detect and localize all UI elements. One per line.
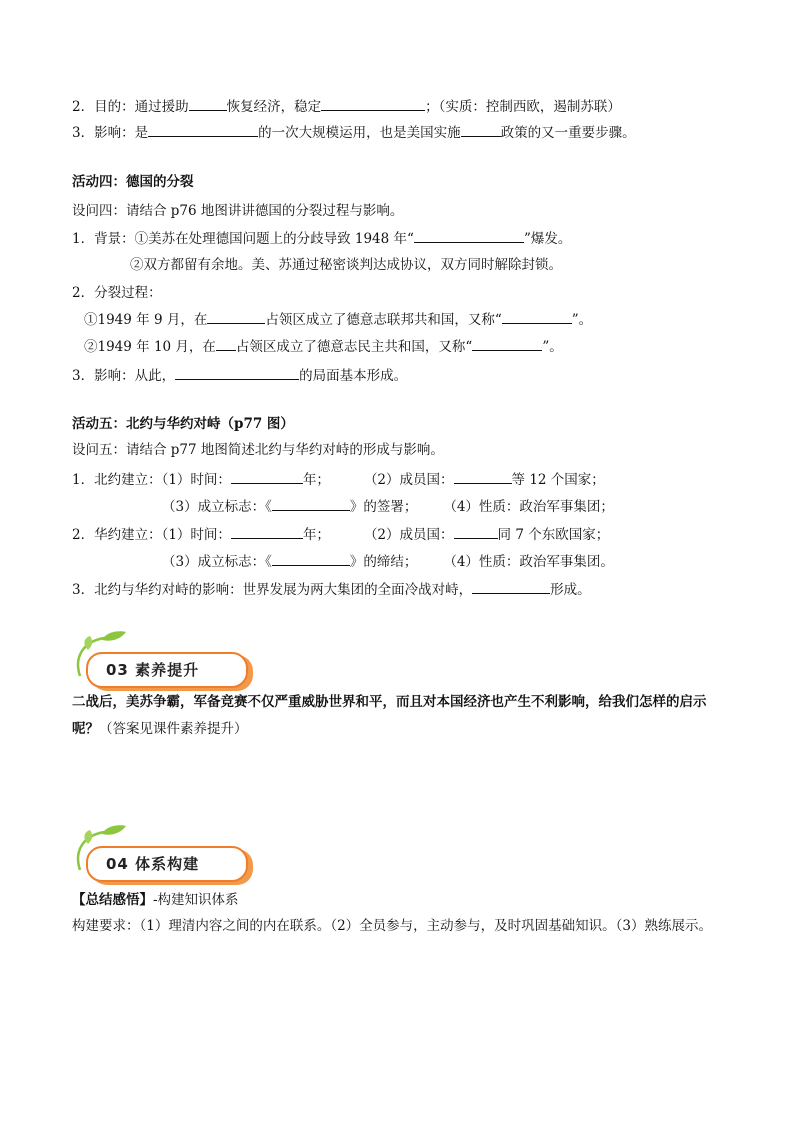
w1-suffix: 同 7 个东欧国家； [497, 527, 610, 543]
w1-prefix: 2．华约建立：（1）时间： [72, 527, 231, 543]
s2-mid: 占领区成立了德意志民主共和国，又称“ [235, 339, 473, 355]
activity5-title: 活动五：北约与华约对峙（p77 图） [72, 416, 294, 432]
nato-line-2 [162, 496, 614, 517]
blank-aid[interactable] [189, 96, 227, 111]
warsaw-line-2 [162, 551, 614, 572]
impact-line [72, 122, 636, 143]
section-03-question: 二战后，美苏争霸，军备竞赛不仅严重威胁世界和平，而且对本国经济也产生不利影响，给我们怎样的启示呢？ [72, 694, 707, 737]
background-line-1 [72, 228, 571, 249]
w2-prefix: （3）成立标志：《 [162, 554, 272, 570]
s1-mid: 占领区成立了德意志联邦共和国，又称“ [265, 312, 502, 328]
blank-pattern[interactable] [472, 579, 550, 594]
section-03-badge [72, 628, 262, 690]
blank-split-situation[interactable] [175, 365, 299, 380]
w2-nature: （4）性质：政治军事集团。 [443, 554, 614, 570]
n1-members-label: （2）成员国： [363, 472, 454, 488]
blank-stabilize[interactable] [321, 96, 425, 111]
summary-rest: -构建知识体系 [153, 892, 239, 908]
section-03-body [72, 689, 728, 743]
blank-warsaw-members[interactable] [454, 524, 498, 539]
s3-suffix: 的局面基本形成。 [299, 368, 408, 384]
summary-line [72, 890, 239, 910]
inf-prefix: 3．北约与华约对峙的影响：世界发展为两大集团的全面冷战对峙， [72, 582, 473, 598]
nato-line-1 [72, 469, 605, 490]
activity4-title: 活动四：德国的分裂 [72, 174, 194, 190]
n2-nature: （4）性质：政治军事集团； [443, 499, 614, 515]
section-04-label: 04 体系构建 [106, 855, 200, 873]
build-requirements: 构建要求：（1）理清内容之间的内在联系。（2）全员参与，主动参与，及时巩固基础知识。（3）熟练展示。 [72, 918, 713, 934]
purpose-line [72, 96, 621, 117]
summary-bold: 【总结感悟】 [72, 892, 153, 908]
n1-suffix: 等 12 个国家； [511, 472, 605, 488]
section-03-note: （答案见课件素养提升） [99, 721, 248, 737]
section-04-badge [72, 822, 262, 884]
s2-prefix: ②1949 年 10 月，在 [84, 339, 216, 355]
purpose-suffix: ；（实质：控制西欧，遏制苏联） [425, 99, 621, 115]
split-step-2 [84, 336, 563, 357]
w1-year-suffix: 年； [302, 527, 330, 543]
confrontation-impact [72, 579, 591, 600]
warsaw-line-1 [72, 524, 609, 545]
inf-suffix: 形成。 [550, 582, 591, 598]
split-impact [72, 365, 407, 386]
w2-suffix: 》的缔结； [349, 554, 418, 570]
impact-suffix: 政策的又一重要步骤。 [500, 125, 636, 141]
n1-prefix: 1．北约建立：（1）时间： [72, 472, 231, 488]
split-title: 2．分裂过程： [72, 285, 162, 301]
question4: 设问四：请结合 p76 地图讲讲德国的分裂过程与影响。 [72, 203, 404, 219]
blank-warsaw-year[interactable] [231, 524, 303, 539]
w1-members-label: （2）成员国： [363, 527, 454, 543]
n2-suffix: 》的签署； [349, 499, 418, 515]
n1-year-suffix: 年； [302, 472, 330, 488]
s1-suffix: ”。 [571, 312, 593, 328]
section-04-pill [86, 846, 248, 882]
s1-prefix: ①1949 年 9 月，在 [84, 312, 208, 328]
blank-warsaw-treaty[interactable] [272, 551, 350, 566]
s3-prefix: 3．影响：从此， [72, 368, 176, 384]
impact-prefix: 3．影响：是 [72, 125, 149, 141]
question5: 设问五：请结合 p77 地图简述北约与华约对峙的形成与影响。 [72, 442, 444, 458]
purpose-mid: 恢复经济，稳定 [226, 99, 322, 115]
s2-suffix: ”。 [542, 339, 563, 355]
blank-nato-members[interactable] [454, 469, 512, 484]
section-03-pill [86, 652, 248, 688]
blank-west-zone[interactable] [207, 309, 265, 324]
section-03-label: 03 素养提升 [106, 661, 200, 679]
split-step-1 [84, 309, 592, 330]
blank-impact-2[interactable] [461, 122, 501, 137]
blank-east-zone[interactable] [216, 336, 236, 351]
bg1-suffix: ”爆发。 [523, 231, 572, 247]
blank-impact-1[interactable] [148, 122, 258, 137]
blank-nato-year[interactable] [231, 469, 303, 484]
bg1-prefix: 1．背景：①美苏在处理德国问题上的分歧导致 1948 年“ [72, 231, 414, 247]
purpose-prefix: 2．目的：通过援助 [72, 99, 189, 115]
blank-east-germany[interactable] [472, 336, 542, 351]
blank-west-germany[interactable] [502, 309, 572, 324]
blank-nato-treaty[interactable] [272, 496, 350, 511]
impact-mid: 的一次大规模运用，也是美国实施 [258, 125, 461, 141]
blank-crisis[interactable] [414, 228, 524, 243]
background-line-2: ②双方都留有余地。美、苏通过秘密谈判达成协议，双方同时解除封锁。 [130, 257, 562, 273]
n2-prefix: （3）成立标志：《 [162, 499, 272, 515]
